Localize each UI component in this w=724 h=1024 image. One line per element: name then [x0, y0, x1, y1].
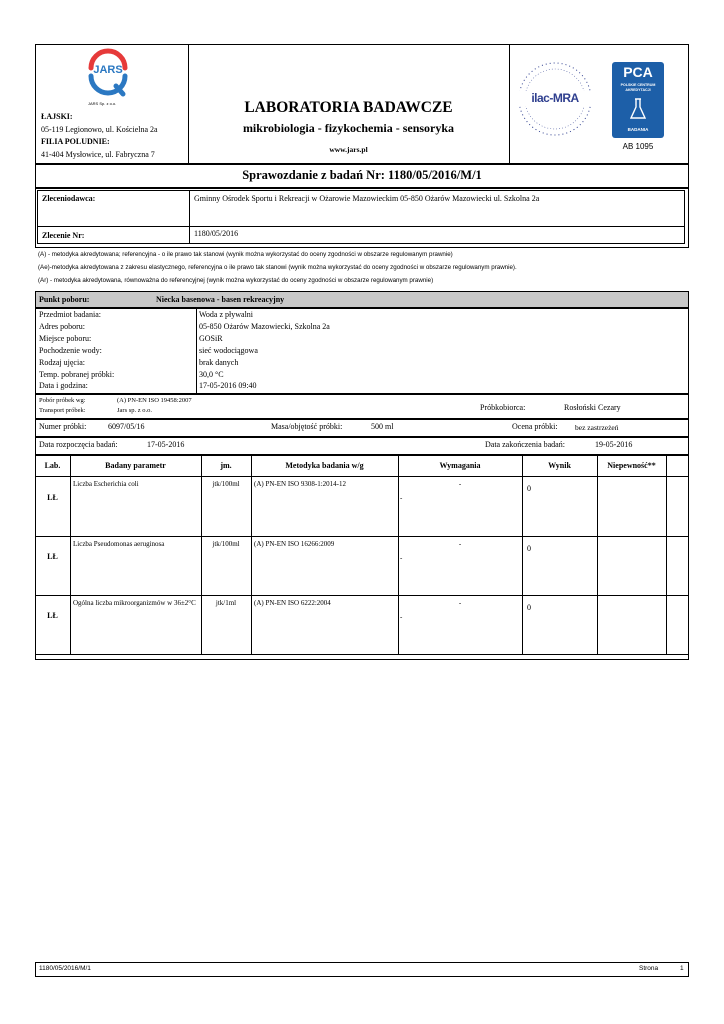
row-req: -	[458, 540, 462, 548]
row-method: (A) PN-EN ISO 6222:2004	[254, 599, 331, 607]
sampling-method-label: Pobór próbek wg:	[39, 397, 86, 404]
col-line-6	[597, 455, 598, 655]
detail-value: 05-850 Ożarów Mazowiecki, Szkolna 2a	[199, 322, 330, 331]
order-label: Zlecenie Nr:	[42, 231, 85, 240]
header-result: Wynik	[548, 461, 571, 470]
col-line-5	[522, 455, 523, 655]
flask-icon	[630, 98, 646, 120]
row-unit: jtk/100ml	[212, 480, 240, 488]
pca-sub3: BADANIA	[627, 127, 649, 132]
start-date-label: Data rozpoczęcia badań:	[39, 440, 118, 449]
sample-details-divider	[196, 308, 197, 394]
branch1-address: 05-119 Legionowo, ul. Kościelna 2a	[41, 125, 158, 134]
end-date-value: 19-05-2016	[595, 440, 633, 449]
branch1-label: ŁAJSKI:	[41, 112, 73, 121]
sample-eval-label: Ocena próbki:	[512, 422, 558, 431]
row-req-mark: -	[400, 613, 403, 621]
transport-label: Transport próbek:	[39, 407, 86, 414]
col-line-3	[251, 455, 252, 655]
row-req: -	[458, 599, 462, 607]
start-date-value: 17-05-2016	[147, 440, 185, 449]
note-ar: (Ar) - metodyka akredytowana, równoważna do referencyjnej (wynik można wykorzystać do oceny zgodności w obszarze regulowanym prawnie)	[38, 277, 434, 284]
header-param: Badany parametr	[105, 461, 166, 470]
row-line-3	[35, 654, 689, 655]
pca-text: PCA	[623, 64, 653, 80]
ilac-text: ilac-MRA	[531, 91, 579, 105]
header-lab: Lab.	[44, 461, 61, 470]
row-line-1	[35, 536, 689, 537]
sampler-label: Próbkobiorca:	[480, 403, 526, 412]
sample-number-value: 6097/05/16	[108, 422, 145, 431]
detail-value: 30,0 °C	[199, 370, 224, 379]
detail-value: Woda z pływalni	[199, 310, 254, 319]
logo-text: JARS	[93, 64, 123, 76]
footer-box	[35, 962, 689, 977]
lab-title: LABORATORIA BADAWCZE	[244, 99, 453, 116]
row-result: 0	[527, 544, 531, 553]
footer-report-number: 1180/05/2016/M/1	[39, 965, 91, 972]
detail-value: brak danych	[199, 358, 239, 367]
row-method: (A) PN-EN ISO 9308-1:2014-12	[254, 480, 346, 488]
row-req-mark: -	[400, 494, 403, 502]
row-param: Liczba Escherichia coli	[73, 480, 139, 488]
client-label: Zleceniodawca:	[42, 194, 96, 203]
row-param: Ogólna liczba mikroorganizmów w 36±2°C	[73, 599, 196, 607]
header-method: Metodyka badania w/g	[285, 461, 364, 470]
sampler-value: Rosłoński Cezary	[564, 403, 621, 412]
sampling-point-value: Niecka basenowa - basen rekreacyjny	[156, 295, 285, 304]
row-lab: LŁ	[47, 552, 58, 561]
ilac-mra-logo	[514, 58, 596, 140]
header-uncertainty: Niepewność**	[607, 461, 656, 470]
order-value: 1180/05/2016	[194, 229, 239, 238]
row-req-mark: -	[400, 554, 403, 562]
header-unit: jm.	[220, 461, 232, 470]
row-result: 0	[527, 484, 531, 493]
detail-label: Adres poboru:	[39, 322, 85, 331]
results-header-line	[35, 476, 689, 477]
client-row-divider	[37, 226, 685, 227]
row-line-2	[35, 595, 689, 596]
pca-logo	[612, 62, 664, 138]
detail-value: 17-05-2016 09:40	[199, 381, 257, 390]
sample-number-label: Numer próbki:	[39, 422, 87, 431]
sampling-method-value: (A) PN-EN ISO 19458:2007	[117, 397, 192, 404]
row-lab: LŁ	[47, 611, 58, 620]
detail-label: Przedmiot badania:	[39, 310, 101, 319]
lab-subtitle: mikrobiologia - fizykochemia - sensoryka	[242, 121, 455, 135]
col-line-7	[666, 455, 667, 655]
row-param: Liczba Pseudomonas aeruginosa	[73, 540, 165, 548]
detail-value: sieć wodociągowa	[199, 346, 258, 355]
row-lab: LŁ	[47, 493, 58, 502]
client-divider	[189, 190, 190, 244]
sample-mass-label: Masa/objętość próbki:	[271, 422, 343, 431]
website: www.jars.pl	[329, 145, 368, 154]
end-date-label: Data zakończenia badań:	[485, 440, 565, 449]
row-req: -	[458, 480, 462, 488]
detail-label: Pochodzenie wody:	[39, 346, 102, 355]
sample-details-box	[35, 308, 689, 394]
dates-box	[35, 437, 689, 455]
footer-page-number: 1	[680, 965, 684, 972]
client-value: Gminny Ośrodek Sportu i Rekreacji w Ożarowie Mazowieckim 05-850 Ożarów Mazowiecki ul. Szkolna 2a	[194, 194, 540, 203]
sampling-point-label: Punkt poboru:	[39, 295, 90, 304]
header-divider-right	[509, 44, 510, 164]
row-method: (A) PN-EN ISO 16266:2009	[254, 540, 335, 548]
header-requirements: Wymagania	[439, 461, 481, 470]
row-unit: jtk/1ml	[215, 599, 237, 607]
transport-value: Jars sp. z o.o.	[117, 407, 153, 414]
detail-label: Temp. pobranej próbki:	[39, 370, 115, 379]
footer-page-label: Strona	[639, 965, 659, 972]
note-a: (A) - metodyka akredytowana; referencyjna - o ile prawo tak stanowi (wynik można wykorzystać do oceny zgodności w obszarze regulowanym prawnie)	[38, 251, 453, 258]
pca-sub2: AKREDYTACJI	[625, 88, 651, 92]
accreditation-number: AB 1095	[622, 142, 654, 151]
detail-label: Data i godzina:	[39, 381, 88, 390]
detail-value: GOSiR	[199, 334, 223, 343]
detail-label: Miejsce poboru:	[39, 334, 92, 343]
col-line-1	[70, 455, 71, 655]
logo-subtext: JARS Sp. z o.o.	[88, 101, 117, 106]
pca-sub1: POLSKIE CENTRUM	[620, 83, 656, 87]
detail-label: Rodzaj ujęcia:	[39, 358, 85, 367]
sampling-point-bar	[35, 291, 689, 308]
branch2-label: FILIA POLUDNIE:	[41, 137, 110, 146]
sample-eval-value: bez zastrzeżeń	[575, 423, 619, 432]
sample-mass-value: 500 ml	[371, 422, 394, 431]
row-result: 0	[527, 603, 531, 612]
row-unit: jtk/100ml	[212, 540, 240, 548]
report-title: Sprawozdanie z badań Nr: 1180/05/2016/M/1	[242, 168, 482, 182]
note-ae: (Ae)-metodyka akredytowana z zakresu elastycznego, referencyjna o ile prawo tak stanowi (wynik można wykorzystać do oceny zgodności w obszarze regulowanym prawnie).	[38, 264, 517, 271]
branch2-address: 41-404 Mysłowice, ul. Fabryczna 7	[41, 150, 155, 159]
